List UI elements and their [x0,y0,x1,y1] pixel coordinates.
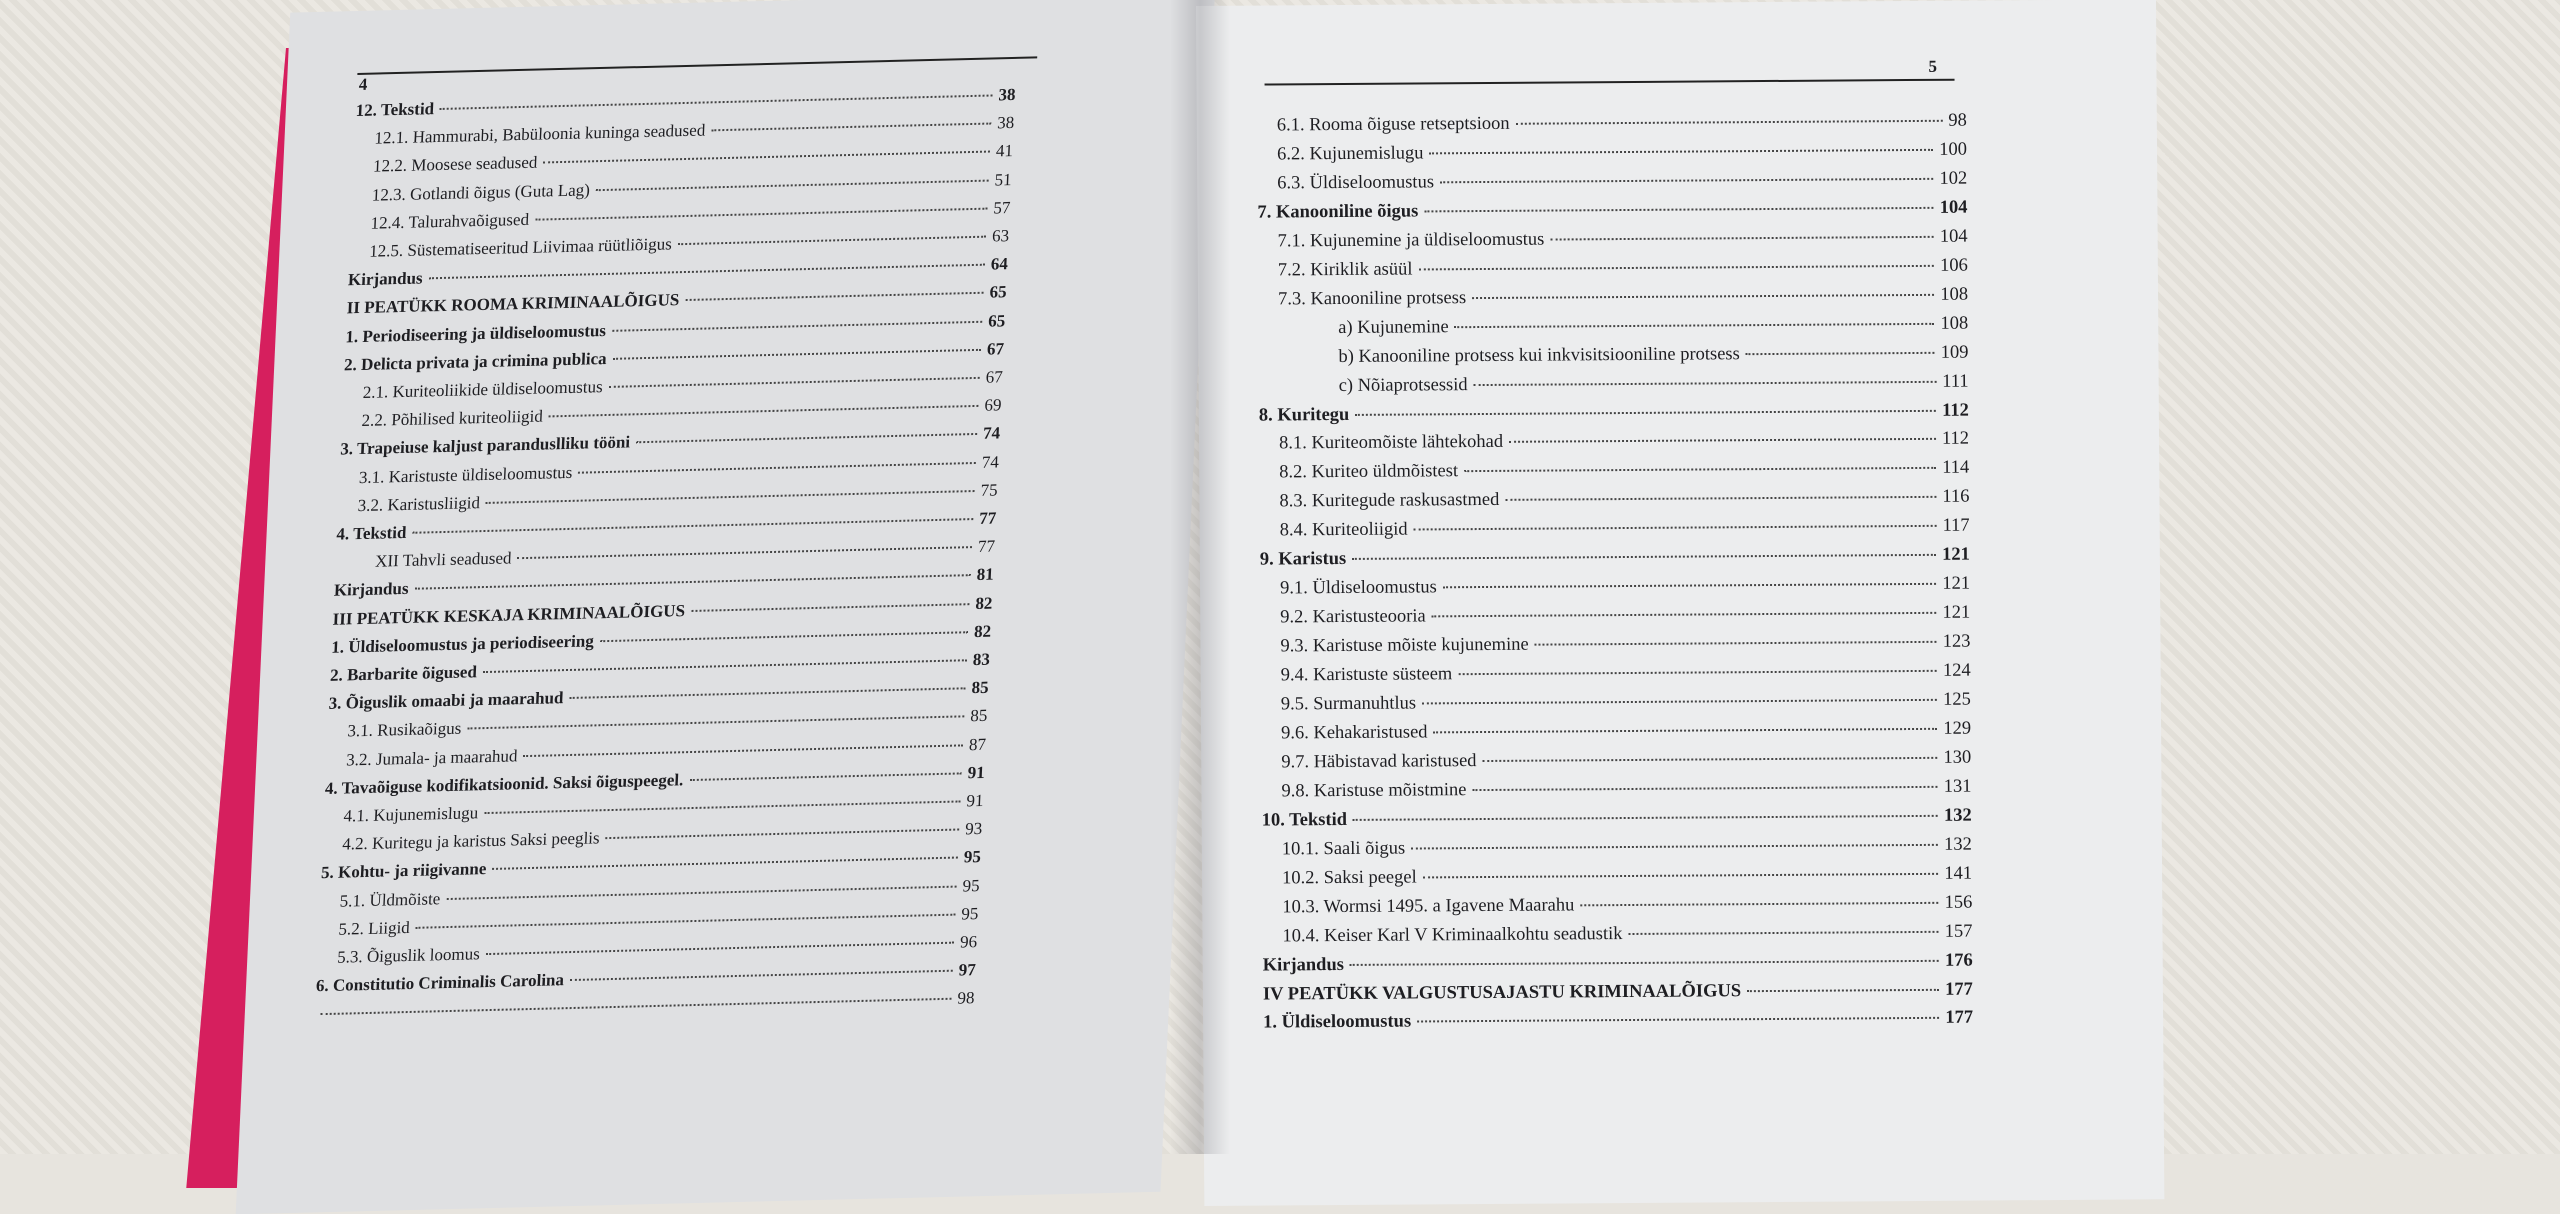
toc-entry-page: 157 [1944,921,1973,942]
toc-entry-title: 1. Üldiseloomustus [1263,1011,1412,1033]
right-page [1196,0,2164,1206]
toc-dot-leader [484,800,960,814]
toc-entry-title: 8. Kuritegu [1258,404,1350,426]
toc-entry [1259,400,1969,426]
toc-entry-title: 4.1. Kujunemislugu [343,803,479,826]
toc-dot-leader [446,885,956,899]
toc-entry-page: 91 [967,762,986,783]
toc-entry-page: 95 [962,875,981,896]
toc-dot-leader [1516,120,1943,125]
toc-entry [1280,632,1970,658]
toc-entry-title: 3.2. Jumala- ja maarahud [345,745,518,770]
toc-entry-page: 100 [1939,139,1968,160]
toc-entry-title: 3. Trapeiuse kaljust paranduslliku tööni [339,432,631,459]
toc-dot-leader [609,377,980,388]
left-page-number: 4 [358,74,368,94]
toc-entry [1281,776,1971,802]
toc-entry-page: 121 [1942,602,1971,623]
toc-entry-title: b) Kanooniline protsess kui inkvisitsiooniline protsess [1338,343,1740,367]
toc-entry-title: 2. Barbarite õigused [329,662,478,685]
toc-entry-title: 8.2. Kuriteo üldmõistest [1279,461,1459,483]
toc-dot-leader [1628,930,1938,934]
toc-entry-page: 85 [971,677,990,698]
toc-entry [1281,719,1971,745]
toc-dot-leader [1352,554,1936,560]
toc-entry-title: 9. Karistus [1259,549,1347,570]
toc-dot-leader [1424,207,1933,213]
toc-entry-title: 9.1. Üldiseloomustus [1279,577,1437,599]
toc-dot-leader [569,687,965,699]
toc-entry-title: 10.2. Saksi peegel [1282,867,1417,889]
toc-entry [1263,979,1973,1005]
toc-dot-leader [486,490,975,504]
toc-entry-title: c) Nõiaprotsessid [1338,374,1468,396]
toc-entry-page: 117 [1942,515,1970,537]
toc-entry-page: 177 [1945,1008,1974,1029]
toc-dot-leader [1432,612,1937,618]
toc-dot-leader [1414,525,1937,531]
toc-dot-leader [1483,757,1938,762]
toc-entry-page: 104 [1939,226,1968,247]
toc-entry-page: 65 [989,282,1007,303]
toc-entry-page: 77 [978,508,997,528]
toc-entry [1279,487,1969,513]
toc-dot-leader [1440,178,1934,183]
right-header-rule [1265,79,1955,86]
toc-entry-title: 5.2. Liigid [338,917,411,939]
toc-dot-leader [517,546,972,559]
toc-entry-page: 95 [960,903,979,924]
toc-entry-page: 112 [1941,429,1970,450]
toc-dot-leader [606,829,960,840]
toc-entry-page: 132 [1944,834,1972,855]
toc-entry [1257,197,1967,223]
toc-entry-title: II PEATÜKK ROOMA KRIMINAALÕIGUS [346,290,680,318]
toc-entry-page: 81 [976,564,995,585]
toc-dot-leader [1422,699,1937,705]
toc-entry [1282,863,1972,889]
toc-entry-page: 121 [1942,544,1970,566]
toc-entry-page: 67 [986,339,1005,359]
toc-entry-title: 8.1. Kuriteomõiste lähtekohad [1278,432,1504,454]
toc-dot-leader [636,433,977,443]
toc-entry-title: 7.1. Kujunemine ja üldiseloomustus [1277,229,1545,252]
toc-entry-page: 91 [966,790,984,811]
toc-entry-page: 74 [981,452,1000,472]
toc-entry-title: 12.2. Moosese seadused [372,152,538,177]
toc-dot-leader [1472,786,1937,791]
toc-entry [1277,169,1967,195]
toc-entry [1280,574,1970,600]
toc-entry-page: 95 [963,847,982,867]
toc-dot-leader [1535,641,1937,646]
toc-dot-leader [1417,1017,1939,1023]
toc-dot-leader [1429,149,1933,155]
toc-entry [1282,892,1972,918]
toc-entry-page: 38 [998,84,1016,105]
toc-dot-leader [1472,294,1934,299]
toc-entry-page: 63 [991,226,1010,246]
toc-dot-leader [416,913,956,928]
toc-dot-leader [1418,265,1934,271]
toc-entry-title: 12.5. Süstematiseeritud Liivimaa rüütliõigus [368,234,673,261]
toc-entry-title: 9.3. Karistuse mõiste kujunemine [1280,634,1529,657]
toc-entry-page: 156 [1944,892,1973,913]
toc-entry-page: 104 [1939,197,1968,218]
toc-entry [1260,545,1970,571]
toc-entry-page: 64 [990,254,1009,274]
book-gutter-shadow [1170,0,1230,1154]
toc-entry-title: 7.2. Kiriklik asüül [1277,259,1413,281]
toc-entry-title: 9.8. Karistuse mõistmine [1281,779,1467,802]
toc-entry-title: 10.3. Wormsi 1495. a Igavene Maarahu [1282,895,1575,918]
toc-entry-title: 4. Tekstid [336,522,407,544]
toc-entry [1280,516,1970,542]
toc-entry-page: 123 [1942,631,1971,652]
toc-entry-title: 5. Kohtu- ja riigivanne [320,859,487,883]
toc-dot-leader [1433,728,1937,734]
toc-entry-page: 125 [1943,689,1971,710]
toc-entry-title: 9.4. Karistuste süsteem [1280,664,1453,686]
toc-dot-leader [486,942,954,955]
toc-entry-page: 74 [982,423,1001,444]
toc-entry-page: 121 [1942,573,1971,594]
toc-entry-title: 7.3. Kanooniline protsess [1277,287,1467,310]
toc-entry-title: 9.5. Surmanuhtlus [1280,693,1417,715]
toc-entry-page: 111 [1942,371,1969,392]
toc-entry [1281,690,1971,716]
toc-entry [1280,603,1970,629]
toc-entry-title: Kirjandus [333,579,409,601]
toc-entry [1263,1008,1973,1034]
toc-entry-page: 108 [1940,284,1969,305]
toc-dot-leader [1455,322,1935,327]
toc-dot-leader [1423,873,1939,879]
toc-dot-leader [1505,496,1936,501]
left-header-rule [357,56,1037,75]
toc-entry-page: 141 [1944,863,1973,884]
toc-dot-leader [685,292,983,301]
toc-dot-leader [1474,380,1937,385]
right-page-number: 5 [1928,56,1938,76]
toc-entry-page: 124 [1942,660,1971,681]
toc-entry [1281,747,1971,773]
toc-entry-page: 106 [1940,255,1968,276]
toc-dot-leader [467,716,964,730]
toc-entry-title: 12.1. Hammurabi, Babüloonia kuninga seadused [374,120,706,148]
toc-entry-page: 75 [980,480,999,500]
toc-dot-leader [1443,583,1937,588]
toc-entry-page: 82 [973,621,992,641]
toc-entry-title: 3. Õiguslik omaabi ja maarahud [328,688,564,714]
toc-entry-page: 77 [977,536,996,557]
toc-entry-page: 98 [957,988,975,1008]
toc-entry-title: 9.2. Karistusteooria [1280,606,1426,628]
toc-entry-title: 2. Delicta privata ja crimina publica [343,348,608,375]
toc-dot-leader [321,998,952,1015]
toc-entry-title: 12.3. Gotlandi õigus (Guta Lag) [371,179,591,205]
toc-entry-page: 83 [972,649,991,670]
toc-entry-page: 112 [1942,400,1969,421]
toc-entry-title: 1. Periodiseering ja üldiseloomustus [345,320,607,346]
toc-entry-title: 4.2. Kuritegu ja karistus Saksi peeglis [341,828,601,854]
toc-entry [1281,661,1971,687]
toc-entry-title: IV PEATÜKK VALGUSTUSAJASTU KRIMINAALÕIGUS [1262,980,1742,1005]
toc-entry-page: 132 [1943,805,1972,826]
toc-entry-title: 6.3. Üldiseloomustus [1277,172,1435,194]
toc-entry [1278,255,1968,281]
toc-entry [1278,226,1968,252]
toc-entry-page: 87 [968,734,987,754]
toc-entry-title: 3.1. Rusikaõigus [347,719,462,741]
toc-entry-title: 5.1. Üldmõiste [339,888,441,911]
toc-entry-title: 10.1. Saali õigus [1281,838,1406,860]
toc-entry-page: 108 [1940,313,1969,334]
toc-entry-page: 67 [985,367,1004,387]
toc-entry-title: 12.4. Talurahvaõigused [370,209,530,233]
toc-entry-page: 93 [964,819,983,839]
toc-dot-leader [689,772,961,781]
toc-entry-page: 65 [987,310,1006,331]
toc-entry-page: 51 [994,169,1013,190]
toc-entry-page: 38 [996,113,1015,133]
toc-entry [1338,342,1968,367]
toc-entry-page: 114 [1942,458,1970,479]
toc-entry-page: 41 [995,141,1014,161]
toc-entry-title: 3.2. Karistusliigid [357,492,481,515]
toc-dot-leader [612,320,982,331]
toc-dot-leader [613,349,981,360]
toc-dot-leader [429,264,985,280]
toc-dot-leader [1411,844,1938,850]
toc-entry [1263,950,1973,976]
toc-entry-title: 9.6. Kehakaristused [1281,722,1428,744]
toc-entry-page: 130 [1943,747,1972,768]
toc-entry-title: Kirjandus [1262,954,1344,976]
toc-entry [1282,921,1972,947]
toc-entry-title: 12. Tekstid [355,99,435,121]
toc-entry [1279,458,1969,484]
toc-entry-page: 102 [1939,168,1968,189]
toc-dot-leader [483,659,967,673]
toc-dot-leader [1353,815,1938,821]
toc-dot-leader [549,405,979,418]
toc-dot-leader [1355,409,1936,415]
toc-entry-page: 57 [992,197,1011,218]
toc-entry-page: 177 [1945,979,1973,1000]
toc-entry-title: 3.1. Karistuste üldiseloomustus [358,462,573,487]
toc-entry-title: 7. Kanooniline õigus [1257,201,1419,223]
toc-entry-page: 116 [1942,486,1970,508]
toc-dot-leader [1747,988,1939,991]
toc-entry-title: 6.1. Rooma õiguse retseptsioon [1276,113,1510,136]
toc-entry [1277,140,1967,166]
toc-entry-title: 10.4. Keiser Karl V Kriminaalkohtu seadustik [1282,923,1623,947]
toc-dot-leader [600,631,968,642]
toc-entry-page: 85 [969,706,988,726]
toc-entry-title: a) Kujunemine [1338,316,1449,338]
toc-dot-leader [570,970,953,981]
toc-dot-leader [440,94,992,110]
toc-entry [1339,371,1969,396]
toc-dot-leader [535,207,987,220]
toc-dot-leader [1550,236,1934,241]
toc-entry-page: 98 [1948,110,1967,131]
toc-entry-page: 96 [959,932,978,952]
toc-entry [1278,284,1968,310]
toc-entry-page: 97 [958,960,977,980]
toc-dot-leader [691,603,970,612]
toc-dot-leader [578,462,976,474]
toc-entry-page: 109 [1940,342,1969,363]
toc-entry [1338,313,1968,338]
toc-entry-title: 4. Tavaõiguse kodifikatsioonid. Saksi õiguspeegel. [324,770,684,798]
toc-entry [1279,429,1969,455]
toc-entry-title: Kirjandus [347,268,424,290]
toc-entry-title: 2.1. Kuriteoliikide üldiseloomustus [362,377,604,402]
toc-entry-title: 9.7. Häbistavad karistused [1281,750,1477,773]
toc-entry-page: 69 [984,395,1002,415]
toc-entry-title: III PEATÜKK KESKAJA KRIMINAALÕIGUS [332,600,686,629]
toc-entry-title: 1. Üldiseloomustus ja periodiseering [330,631,595,657]
toc-entry-title: XII Tahvli seadused [374,548,512,571]
toc-dot-leader [412,518,973,534]
toc-dot-leader [1464,467,1936,472]
toc-dot-leader [711,123,991,132]
toc-dot-leader [492,857,958,870]
toc-entry-title: 6.2. Kujunemislugu [1276,143,1424,165]
toc-dot-leader [596,179,989,191]
toc-dot-leader [1458,670,1937,675]
left-page [236,0,1215,1214]
toc-dot-leader [414,575,970,591]
toc-entry [1277,111,1967,137]
toc-dot-leader [523,744,963,757]
toc-entry-page: 129 [1943,718,1972,739]
toc-dot-leader [1350,959,1939,965]
toc-entry-page: 131 [1943,776,1972,797]
toc-dot-leader [543,151,990,164]
toc-entry [1282,834,1972,860]
toc-entry-page: 82 [975,593,993,613]
toc-entry-title: 10. Tekstid [1261,809,1348,831]
toc-dot-leader [1746,351,1935,354]
toc-entry [1262,805,1972,831]
toc-entry-title: 8.3. Kuritegude raskusastmed [1279,490,1500,512]
toc-entry-title: 5.3. Õiguslik loomus [336,944,481,967]
toc-entry-page: 176 [1944,950,1973,971]
toc-dot-leader [1580,901,1938,906]
toc-entry-title: 8.4. Kuriteoliigid [1279,519,1408,541]
toc-dot-leader [1509,438,1936,443]
toc-dot-leader [678,236,986,246]
toc-entry-title: 2.2. Põhilised kuriteoliigid [361,406,544,431]
toc-entry-title: 6. Constitutio Criminalis Carolina [315,970,565,996]
